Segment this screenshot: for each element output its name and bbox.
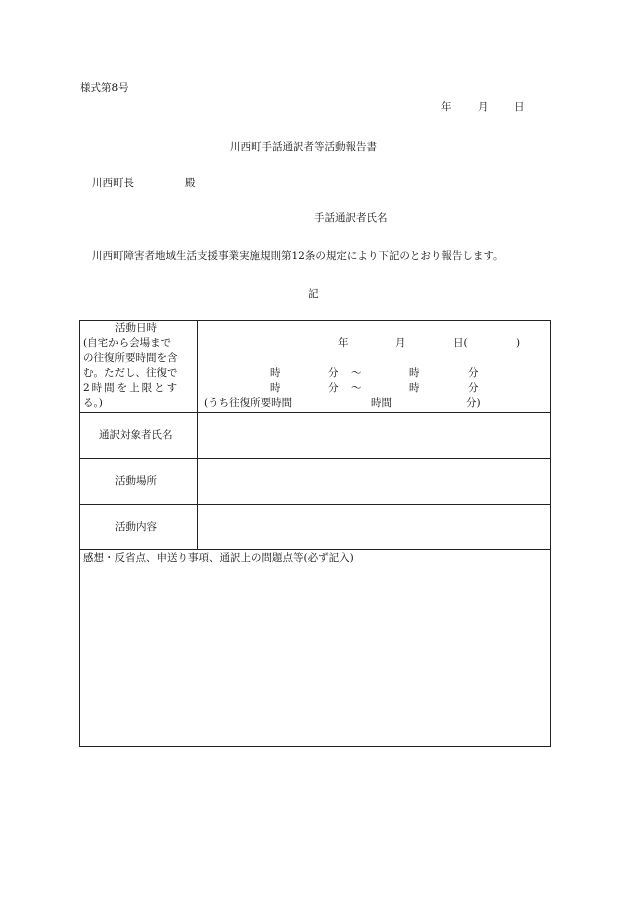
time2-start-minute: 分	[328, 382, 339, 394]
time1-start-hour: 時	[270, 367, 281, 379]
activity-date-month: 月	[395, 337, 406, 349]
time1-tilde: ～	[351, 367, 362, 379]
report-statement: 川西町障害者地域生活支援事業実施規則第12条の規定により下記のとおり報告します。	[92, 250, 504, 262]
remarks-label: 感想・反省点、申送り事項、通訳上の問題点等(必ず記入)	[83, 552, 354, 564]
activity-date-year: 年	[338, 337, 349, 349]
activity-datetime-note: る。)	[83, 397, 103, 409]
report-table	[79, 320, 551, 747]
table-line	[79, 549, 551, 550]
document-title: 川西町手話通訳者等活動報告書	[230, 141, 377, 153]
activity-datetime-note: 2時間を上限とす	[83, 382, 180, 394]
reporter-name-label: 手話通訳者氏名	[314, 212, 388, 224]
time2-tilde: ～	[351, 382, 362, 394]
travel-time-hours: 時間	[371, 397, 392, 409]
table-line	[550, 320, 551, 747]
time1-end-hour: 時	[409, 367, 420, 379]
time2-end-minute: 分	[468, 382, 479, 394]
table-line	[79, 320, 551, 321]
addressee-honorific: 殿	[185, 177, 196, 189]
remarks-field[interactable]	[80, 568, 550, 746]
activity-content-label: 活動内容	[115, 521, 157, 533]
time1-end-minute: 分	[468, 367, 479, 379]
activity-content-field[interactable]	[198, 505, 550, 549]
time2-end-hour: 時	[409, 382, 420, 394]
activity-date-day: 日(	[453, 337, 468, 349]
activity-datetime-note: む。ただし、往復で	[83, 367, 178, 379]
activity-datetime-label: 活動日時	[115, 322, 157, 334]
target-name-label: 通訳対象者氏名	[99, 429, 173, 441]
activity-datetime-note: の往復所要時間を含	[83, 352, 178, 364]
date-year-label: 年	[441, 101, 452, 113]
form-number: 様式第8号	[80, 82, 129, 94]
time1-start-minute: 分	[328, 367, 339, 379]
time2-start-hour: 時	[270, 382, 281, 394]
addressee-name: 川西町長	[92, 177, 134, 189]
travel-time-minutes: 分)	[466, 397, 481, 409]
table-line	[79, 746, 551, 747]
date-day-label: 日	[514, 101, 525, 113]
date-month-label: 月	[478, 101, 489, 113]
ki-heading: 記	[308, 288, 319, 300]
activity-date-close: )	[516, 337, 521, 349]
activity-place-label: 活動場所	[115, 475, 157, 487]
travel-time-prefix: (うち往復所要時間	[204, 397, 293, 409]
target-name-field[interactable]	[198, 413, 550, 458]
activity-place-field[interactable]	[198, 459, 550, 504]
activity-datetime-note: (自宅から会場まで	[83, 337, 172, 349]
